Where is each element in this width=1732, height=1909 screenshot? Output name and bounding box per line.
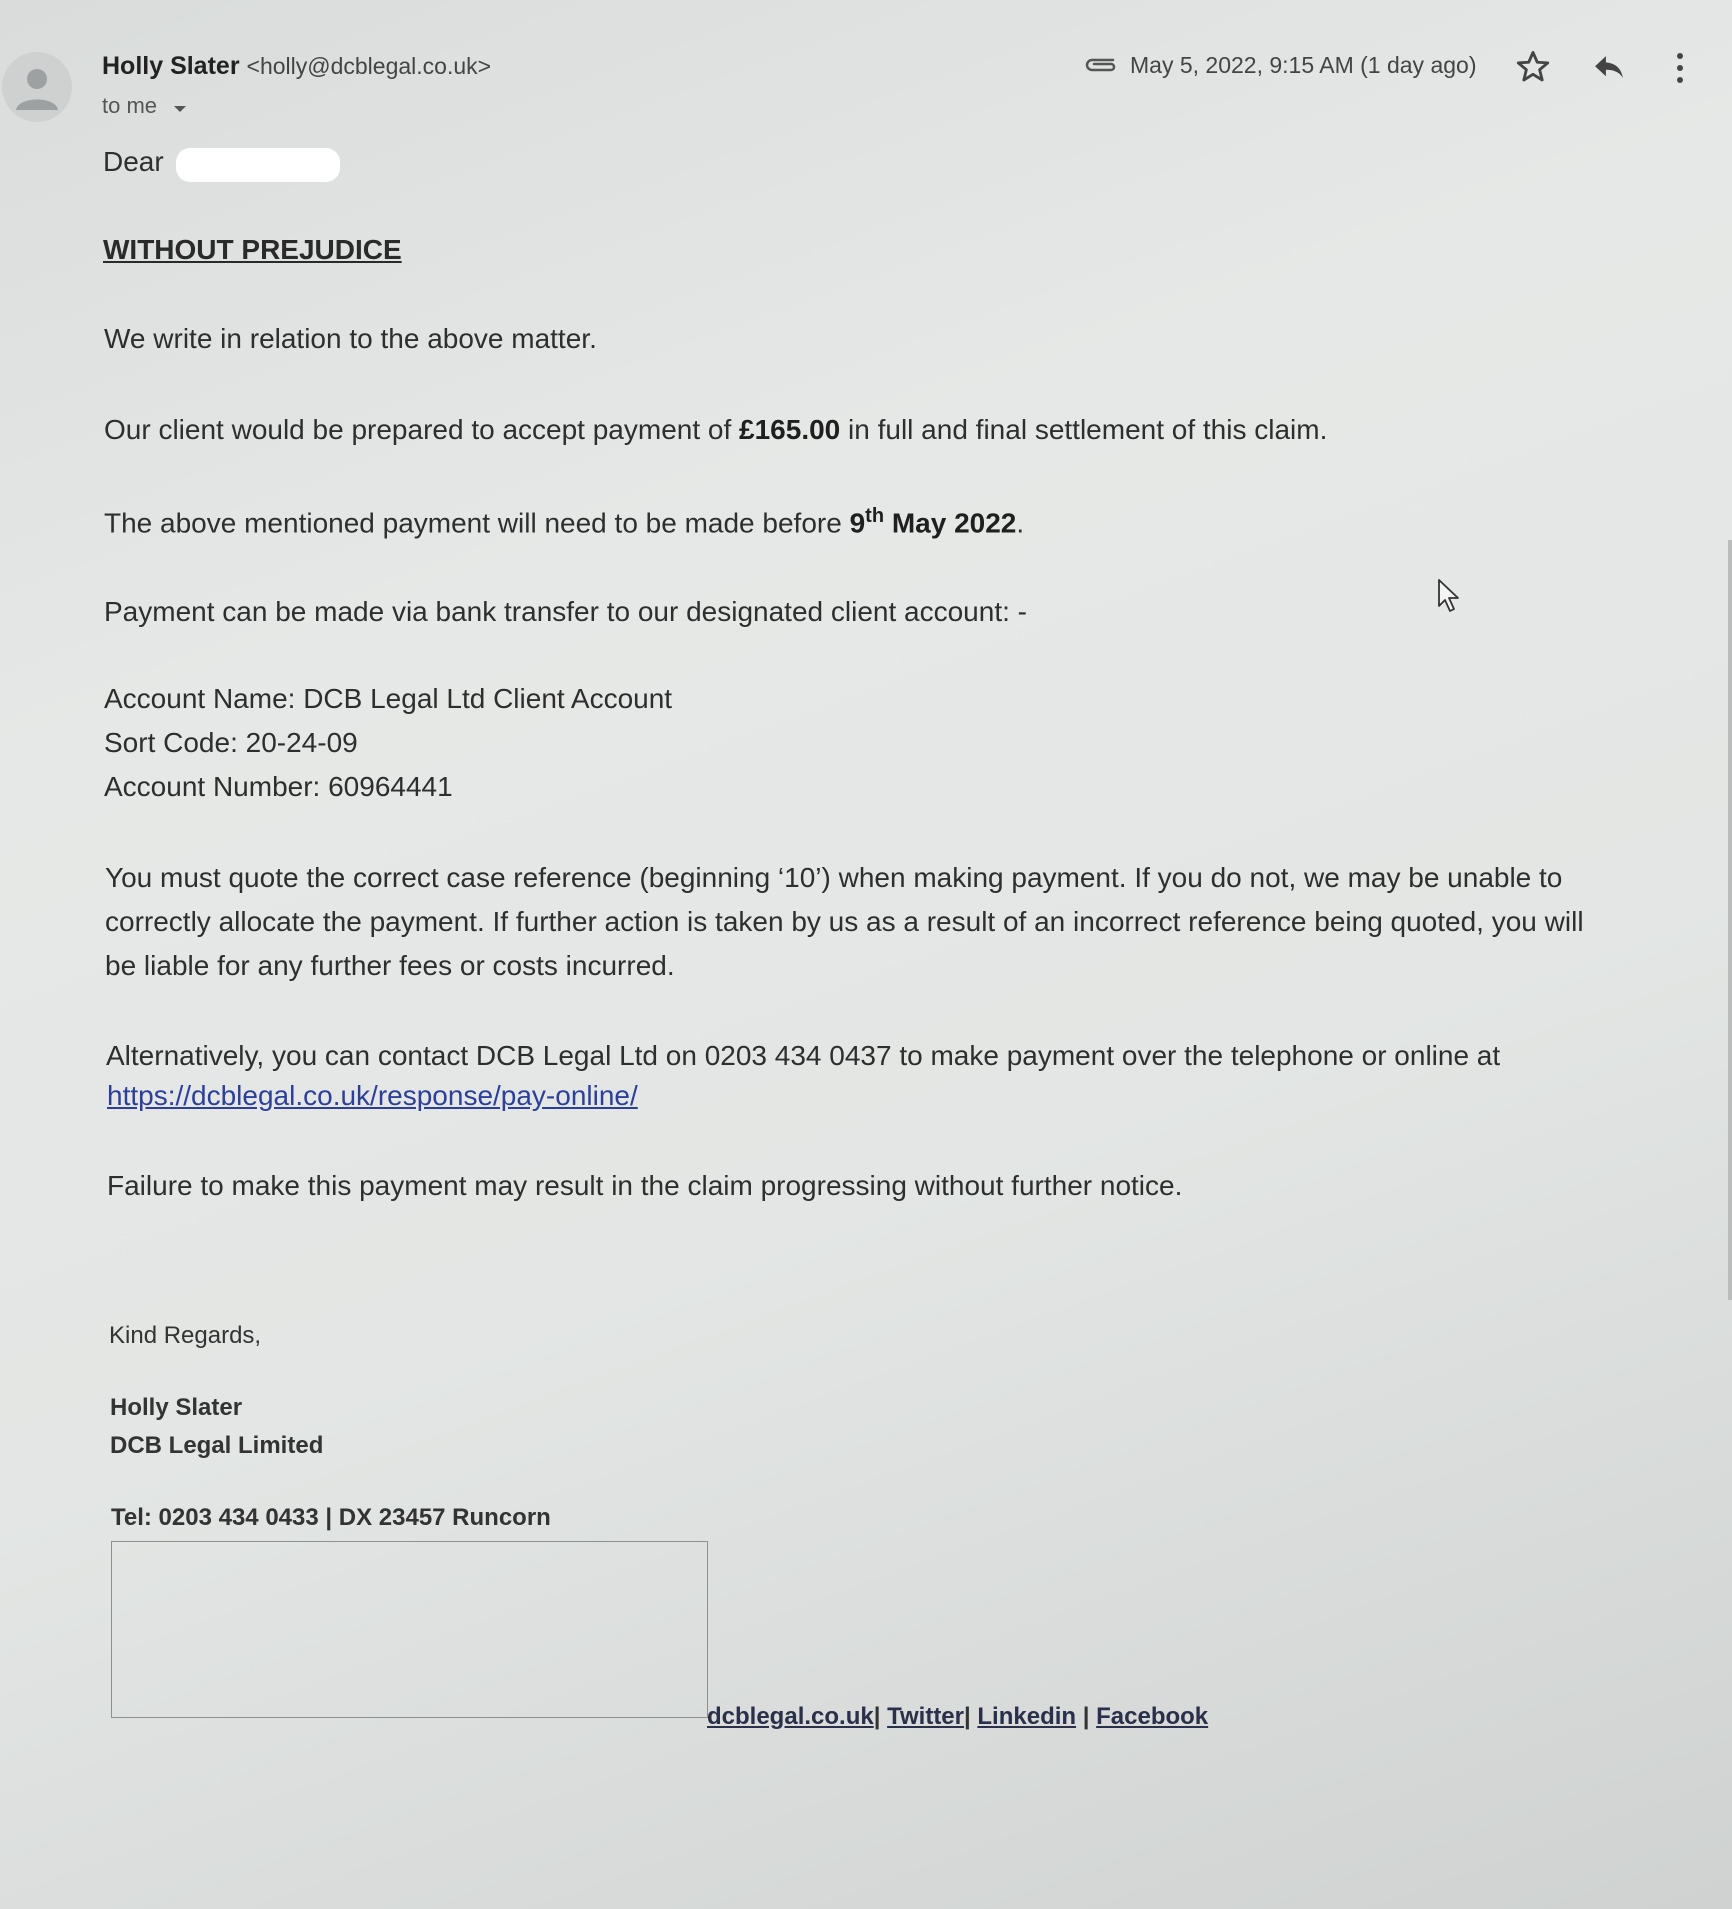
account-name: Account Name: DCB Legal Ltd Client Account [104, 683, 673, 714]
linkedin-link[interactable]: Linkedin [977, 1703, 1077, 1730]
deadline-day: 9 [849, 507, 866, 539]
greeting: Dear [103, 146, 164, 177]
link-separator: | [964, 1703, 971, 1730]
paragraph-reference-line2: correctly allocate the payment. If further action is taken by us as a result of an incorrect reference being quoted, you will [105, 906, 1584, 937]
twitter-link[interactable]: Twitter [887, 1703, 964, 1730]
reply-button[interactable] [1590, 50, 1628, 89]
deadline-text-before: The above mentioned payment will need to be made before [104, 507, 850, 539]
star-icon [1514, 48, 1552, 86]
scrollbar[interactable] [1728, 540, 1732, 1300]
sender-name[interactable]: Holly Slater [102, 52, 240, 80]
email-date: May 5, 2022, 9:15 AM (1 day ago) [1130, 52, 1477, 78]
paperclip-icon [1083, 54, 1119, 81]
facebook-link[interactable]: Facebook [1096, 1703, 1209, 1730]
more-options-button[interactable] [1672, 50, 1688, 91]
deadline-day-suffix: th [865, 505, 885, 527]
sender-email: <holly@dcblegal.co.uk> [246, 53, 492, 79]
paragraph-bank-transfer: Payment can be made via bank transfer to our designated client account: - [104, 596, 1027, 627]
paragraph-settlement [104, 414, 1327, 446]
signature-contact: Tel: 0203 434 0433 | DX 23457 Runcorn [111, 1504, 551, 1531]
redacted-name [176, 148, 340, 182]
pay-online-link[interactable]: https://dcblegal.co.uk/response/pay-online/ [107, 1080, 638, 1111]
star-button[interactable] [1514, 48, 1552, 91]
website-link[interactable]: dcblegal.co.uk [707, 1703, 874, 1730]
heading-without-prejudice: WITHOUT PREJUDICE [103, 234, 402, 265]
sort-code: Sort Code: 20-24-09 [104, 727, 358, 758]
signature-image-placeholder [111, 1541, 708, 1718]
paragraph-failure-notice: Failure to make this payment may result in the claim progressing without further notice. [107, 1170, 1183, 1201]
paragraph-reference-line1: You must quote the correct case reference (beginning ‘10’) when making payment. If you do not, we may be unable to [105, 862, 1563, 893]
settlement-amount: £165.00 [739, 414, 841, 445]
sender-line [102, 52, 491, 81]
account-number: Account Number: 60964441 [104, 771, 453, 802]
sender-avatar[interactable] [2, 52, 72, 122]
reply-icon [1590, 50, 1628, 84]
recipient-label: to me [102, 93, 158, 118]
footer-links [707, 1703, 1208, 1731]
settlement-text-before: Our client would be prepared to accept payment of [104, 414, 740, 445]
link-separator: | [873, 1703, 881, 1730]
paragraph-reference-line3: be liable for any further fees or costs incurred. [105, 950, 675, 981]
caret-down-icon [173, 94, 187, 120]
recipient-details-toggle[interactable] [102, 93, 187, 120]
more-vert-icon [1672, 50, 1688, 86]
paragraph-contact-line1: Alternatively, you can contact DCB Legal Ltd on 0203 434 0437 to make payment over the telephone or online at [106, 1040, 1501, 1071]
paragraph-deadline [104, 505, 1024, 539]
deadline-month: May 2022 [884, 507, 1017, 539]
signature-name: Holly Slater [110, 1394, 243, 1421]
paragraph-intro: We write in relation to the above matter. [104, 323, 597, 354]
person-icon [2, 52, 72, 122]
settlement-text-after: in full and final settlement of this claim. [840, 414, 1328, 445]
link-separator: | [1076, 1703, 1097, 1730]
closing: Kind Regards, [109, 1322, 262, 1349]
mouse-cursor-icon [1437, 578, 1463, 619]
pay-online-link-row [107, 1080, 638, 1112]
deadline-text-after: . [1016, 507, 1025, 539]
signature-company: DCB Legal Limited [110, 1432, 324, 1459]
